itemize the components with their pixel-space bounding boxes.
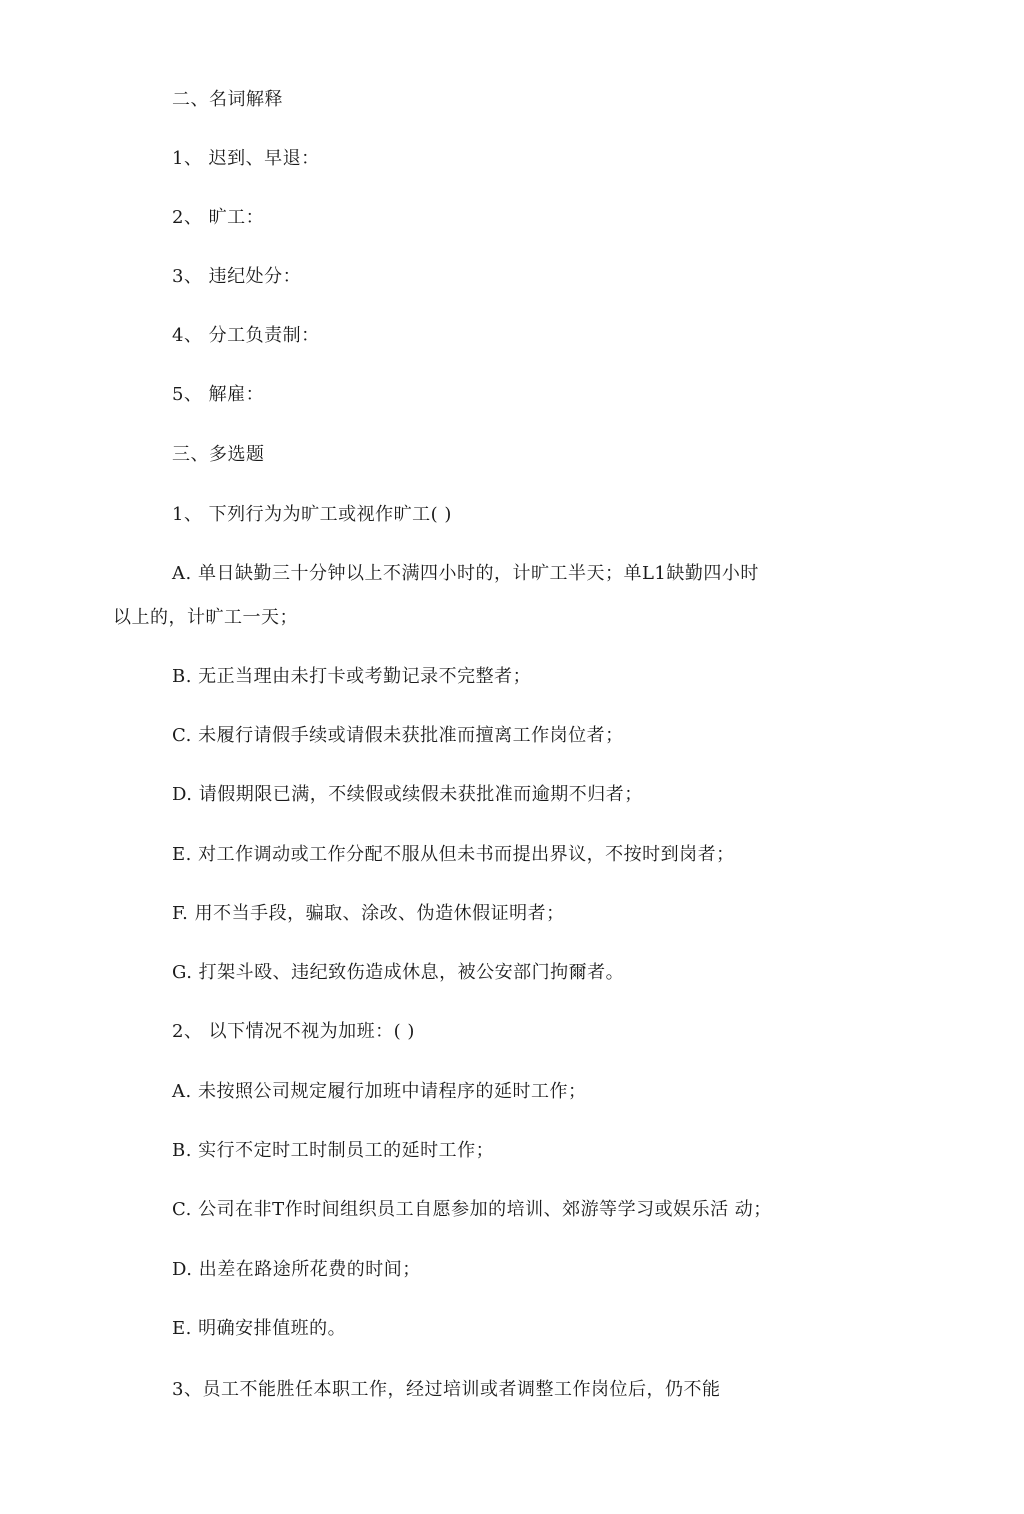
term-item: 4、 分工负责制： [172,325,320,346]
option-text: B. 无正当理由未打卡或考勤记录不完整者； [172,666,532,687]
section-heading-multiple-choice: 三、多选题 [172,444,265,465]
option-text: C. 未履行请假手续或请假未获批准而擅离工作岗位者； [172,725,624,746]
option-text: D. 请假期限已满，不续假或续假未获批准而逾期不归者； [172,784,643,805]
option-text: A. 单日缺勤三十分钟以上不满四小时的，计旷工半天；单L1缺勤四小时 [172,563,759,584]
term-item: 1、 迟到、早退： [172,148,320,169]
section-heading-definitions: 二、名词解释 [172,89,283,110]
question-stem: 1、 下列行为为旷工或视作旷工( ) [172,504,452,525]
term-item: 3、 违纪处分： [172,266,302,287]
option-text: E. 明确安排值班的。 [172,1318,347,1339]
question-stem: 3、员工不能胜任本职工作，经过培训或者调整工作岗位后，仍不能 [172,1379,721,1400]
option-text-continuation: 以上的，计旷工一天； [113,607,298,628]
option-text: E. 对工作调动或工作分配不服从但未书而提出界议，不按时到岗者； [172,844,735,865]
option-text: G. 打架斗殴、违纪致伤造成休息，被公安部门拘爾者。 [172,962,625,983]
term-item: 5、 解雇： [172,384,265,405]
question-stem: 2、 以下情况不视为加班：( ) [172,1021,415,1042]
option-text: B. 实行不定时工时制员工的延时工作； [172,1140,495,1161]
term-item: 2、 旷工： [172,207,265,228]
option-text: A. 未按照公司规定履行加班中请程序的延时工作； [172,1081,587,1102]
option-text: F. 用不当手段，骗取、涂改、伪造休假证明者； [172,903,565,924]
option-text: C. 公司在非T作时间组织员工自愿参加的培训、郊游等学习或娱乐活 动； [172,1199,772,1220]
option-text: D. 出差在路途所花费的时间； [172,1259,421,1280]
